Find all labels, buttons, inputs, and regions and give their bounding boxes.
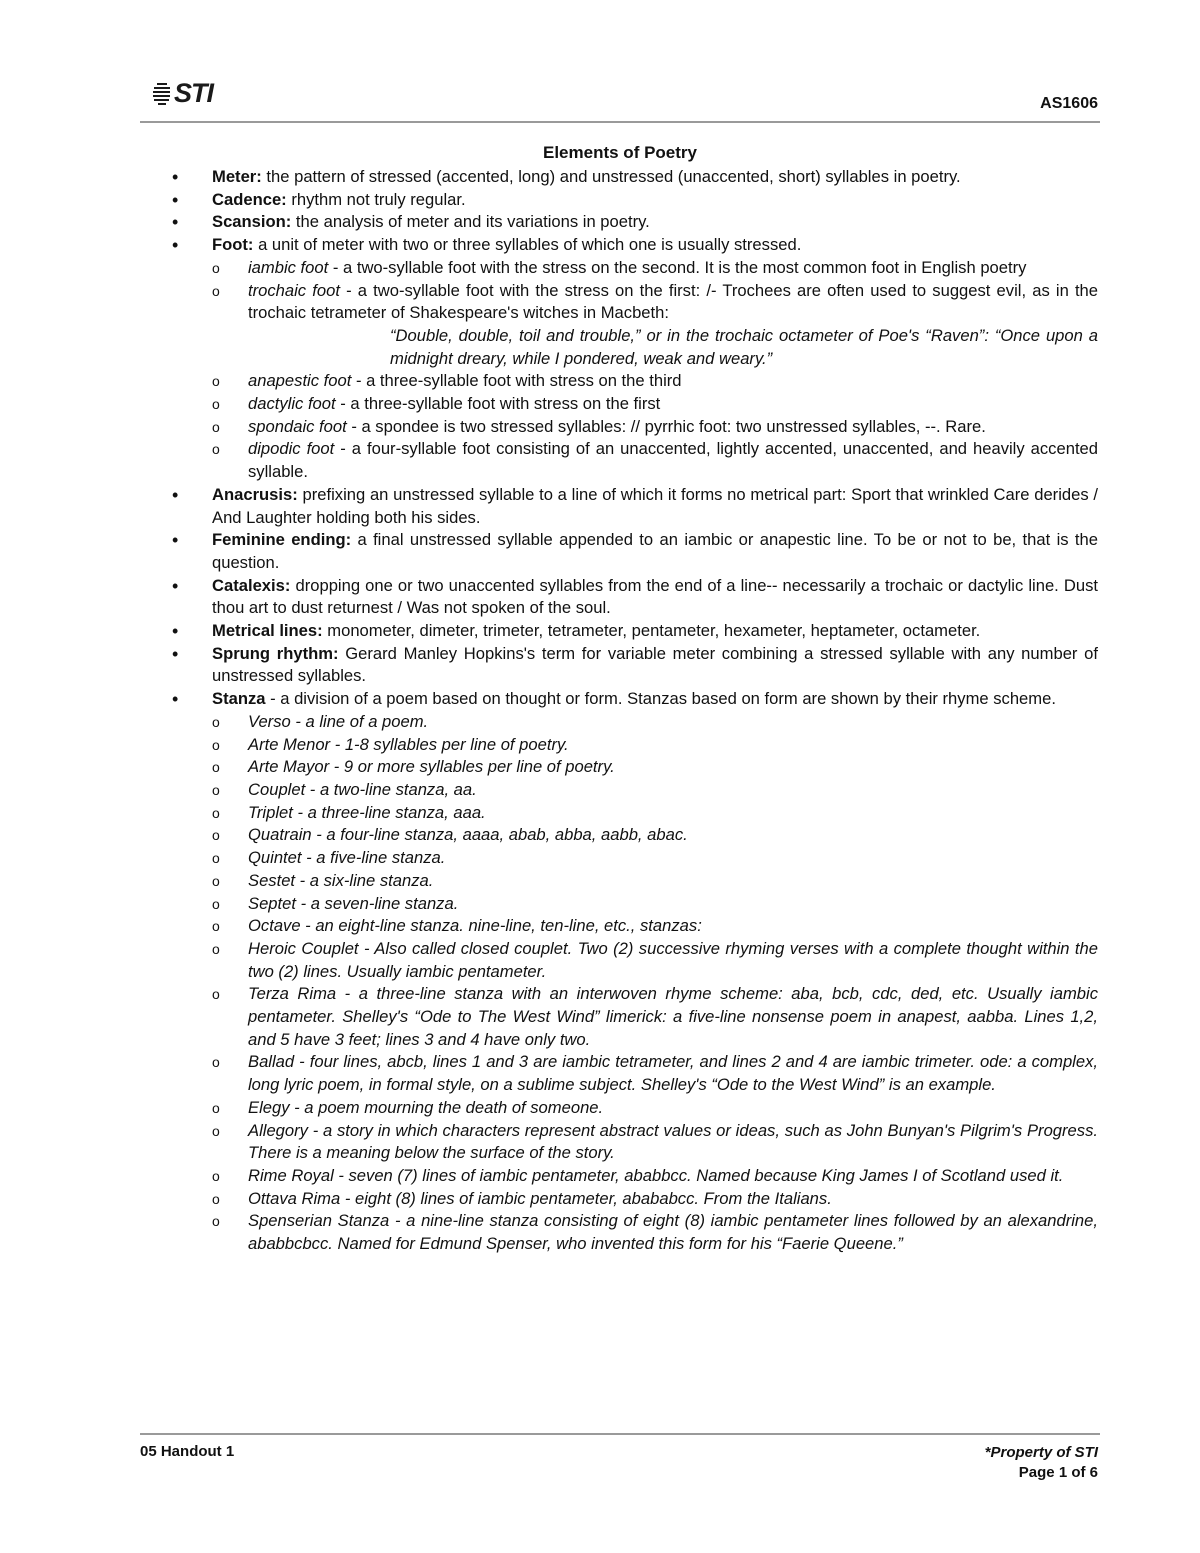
- list-item: • Catalexis: dropping one or two unaccented syllables from the end of a line-- necessarily a trochaic or dactylic line. Dust thou art to dust returnest / Was not spoken of the soul.: [212, 575, 1098, 620]
- list-item: • Meter: the pattern of stressed (accented, long) and unstressed (unaccented, short) syllables in poetry.: [212, 166, 1098, 189]
- list-item: o Septet - a seven-line stanza.: [248, 893, 1098, 916]
- list-item: • Stanza - a division of a poem based on thought or form. Stanzas based on form are shown by their rhyme scheme. o Verso - a line of a poem. o Arte Menor - 1-8 syllables per line of poetry. o Arte Mayor - 9 or more syllables per line of poetry. o Couplet - a two-line stanza, aa. o Triplet - a three-line stanza, aaa. o Quatrain - a four-line stanza, aaaa, abab, abba, aabb, abac. o Quintet - a five-line stanza. o Sestet - a six-line stanza. o Septet - a seven-line stanza. o Octave - an eight-line stanza. nine-line, ten-line, etc., stanzas: o Heroic Couplet - Also called closed couplet. Two (2) successive rhyming verses with a complete thought within the two (2) lines. Usually iambic pentameter. o Terza Rima - a three-line stanza with an interwoven rhyme scheme: aba, bcb, cdc, ded, etc. Usually iambic pentameter. Shelley's “Ode to The West Wind” limerick: a five-line nonsense poem in anapest, aabba. Lines 1,2, and 5 have 3 feet; lines 3 and 4 have only two. o Ballad - four lines, abcb, lines 1 and 3 are iambic tetrameter, and lines 2 and 4 are iambic trimeter. ode: a complex, long lyric poem, in formal style, on a sublime subject. Shelley's “Ode to the West Wind” is an example. o Elegy - a poem mourning the death of someone. o Allegory - a story in which characters represent abstract values or ideas, such as John Bunyan's Pilgrim's Progress. There is a meaning below the surface of the story. o Rime Royal - seven (7) lines of iambic pentameter, ababbcc. Named because King James I of Scotland used it. o Ottava Rima - eight (8) lines of iambic pentameter, abababcc. From the Italians. o Spenserian Stanza - a nine-line stanza consisting of eight (8) iambic pentameter lines followed by an alexandrine, ababbcbcc. Named for Edmund Spenser, who invented this form for his “Faerie Queene.”: [212, 688, 1098, 1256]
- list-item: o anapestic foot - a three-syllable foot with stress on the third: [248, 370, 1098, 393]
- list-item: o Arte Menor - 1-8 syllables per line of poetry.: [248, 734, 1098, 757]
- list-item: o trochaic foot - a two-syllable foot with the stress on the first: /- Trochees are often used to suggest evil, as in the trochaic tetrameter of Shakespeare's witches in Macbeth: “Double, double, toil and trouble,” or in the trochaic octameter of Poe's “Raven”: “Once upon a midnight dreary, while I pondered, weak and weary.”: [248, 280, 1098, 371]
- list-item: • Cadence: rhythm not truly regular.: [212, 189, 1098, 212]
- list-item: • Anacrusis: prefixing an unstressed syllable to a line of which it forms no metrical part: Sport that wrinkled Care derides / And Laughter holding both his sides.: [212, 484, 1098, 529]
- page-title: Elements of Poetry: [543, 143, 697, 162]
- list-item: o Triplet - a three-line stanza, aaa.: [248, 802, 1098, 825]
- footer-right: [985, 1443, 1098, 1483]
- list-item: • Foot: a unit of meter with two or three syllables of which one is usually stressed. o iambic foot - a two-syllable foot with the stress on the second. It is the most common foot in English poetry o trochaic foot - a two-syllable foot with the stress on the first: /- Trochees are often used to suggest evil, as in the trochaic tetrameter of Shakespeare's witches in Macbeth: “Double, double, toil and trouble,” or in the trochaic octameter of Poe's “Raven”: “Once upon a midnight dreary, while I pondered, weak and weary.” o anapestic foot - a three-syllable foot with stress on the third o dactylic foot - a three-syllable foot with stress on the first o spondaic foot - a spondee is two stressed syllables: // pyrrhic foot: two unstressed syllables, --. Rare. o dipodic foot - a four-syllable foot consisting of an unaccented, lightly accented, unaccented, and heavily accented syllable.: [212, 234, 1098, 484]
- footer-divider: [140, 1433, 1100, 1435]
- list-item: • Metrical lines: monometer, dimeter, trimeter, tetrameter, pentameter, hexameter, heptameter, octameter.: [212, 620, 1098, 643]
- list-item: o Allegory - a story in which characters represent abstract values or ideas, such as John Bunyan's Pilgrim's Progress. There is a meaning below the surface of the story.: [248, 1120, 1098, 1165]
- list-item: • Feminine ending: a final unstressed syllable appended to an iambic or anapestic line. To be or not to be, that is the question.: [212, 529, 1098, 574]
- list-item: o iambic foot - a two-syllable foot with the stress on the second. It is the most common foot in English poetry: [248, 257, 1098, 280]
- page-number: Page 1 of 6: [1018, 1464, 1098, 1481]
- list-item: o Heroic Couplet - Also called closed couplet. Two (2) successive rhyming verses with a complete thought within the two (2) lines. Usually iambic pentameter.: [248, 938, 1098, 983]
- list-item: o Ottava Rima - eight (8) lines of iambic pentameter, abababcc. From the Italians.: [248, 1188, 1098, 1211]
- trochaic-quote: “Double, double, toil and trouble,” or in the trochaic octameter of Poe's “Raven”: “Once upon a midnight dreary, while I pondered, weak and weary.”: [390, 325, 1098, 368]
- list-item: • Sprung rhythm: Gerard Manley Hopkins's term for variable meter combining a stressed syllable with any number of unstressed syllables.: [212, 643, 1098, 688]
- list-item: o Sestet - a six-line stanza.: [248, 870, 1098, 893]
- sti-globe-icon: [152, 81, 172, 107]
- logo-text: STI: [174, 78, 214, 108]
- list-item: o dipodic foot - a four-syllable foot consisting of an unaccented, lightly accented, unaccented, and heavily accented syllable.: [248, 438, 1098, 483]
- header-divider: [140, 121, 1100, 123]
- list-item: o Ballad - four lines, abcb, lines 1 and 3 are iambic tetrameter, and lines 2 and 4 are iambic trimeter. ode: a complex, long lyric poem, in formal style, on a sublime subject. Shelley's “Ode to the West Wind” is an example.: [248, 1051, 1098, 1096]
- handout-label: 05 Handout 1: [140, 1443, 235, 1460]
- sti-logo: [152, 80, 213, 107]
- stanza-types-list: [212, 711, 1098, 1256]
- list-item: o Verso - a line of a poem.: [248, 711, 1098, 734]
- list-item: • Scansion: the analysis of meter and its variations in poetry.: [212, 211, 1098, 234]
- list-item: o Terza Rima - a three-line stanza with an interwoven rhyme scheme: aba, bcb, cdc, ded, etc. Usually iambic pentameter. Shelley's “Ode to The West Wind” limerick: a five-line nonsense poem in anapest, aabba. Lines 1,2, and 5 have 3 feet; lines 3 and 4 have only two.: [248, 983, 1098, 1051]
- list-item: o Quintet - a five-line stanza.: [248, 847, 1098, 870]
- list-item: o Couplet - a two-line stanza, aa.: [248, 779, 1098, 802]
- list-item: o dactylic foot - a three-syllable foot with stress on the first: [248, 393, 1098, 416]
- list-item: o Quatrain - a four-line stanza, aaaa, abab, abba, aabb, abac.: [248, 824, 1098, 847]
- list-item: o Rime Royal - seven (7) lines of iambic pentameter, ababbcc. Named because King James I of Scotland used it.: [248, 1165, 1098, 1188]
- property-notice: *Property of STI: [984, 1444, 1098, 1461]
- list-item: o Arte Mayor - 9 or more syllables per line of poetry.: [248, 756, 1098, 779]
- list-item: o Spenserian Stanza - a nine-line stanza consisting of eight (8) iambic pentameter lines followed by an alexandrine, ababbcbcc. Named for Edmund Spenser, who invented this form for his “Faerie Queene.”: [248, 1210, 1098, 1255]
- list-item: o Elegy - a poem mourning the death of someone.: [248, 1097, 1098, 1120]
- document-body: [212, 166, 1098, 1256]
- list-item: o spondaic foot - a spondee is two stressed syllables: // pyrrhic foot: two unstressed syllables, --. Rare.: [248, 416, 1098, 439]
- document-code: AS1606: [1040, 95, 1098, 112]
- foot-types-list: [212, 257, 1098, 484]
- list-item: o Octave - an eight-line stanza. nine-line, ten-line, etc., stanzas:: [248, 915, 1098, 938]
- elements-list: [212, 166, 1098, 1256]
